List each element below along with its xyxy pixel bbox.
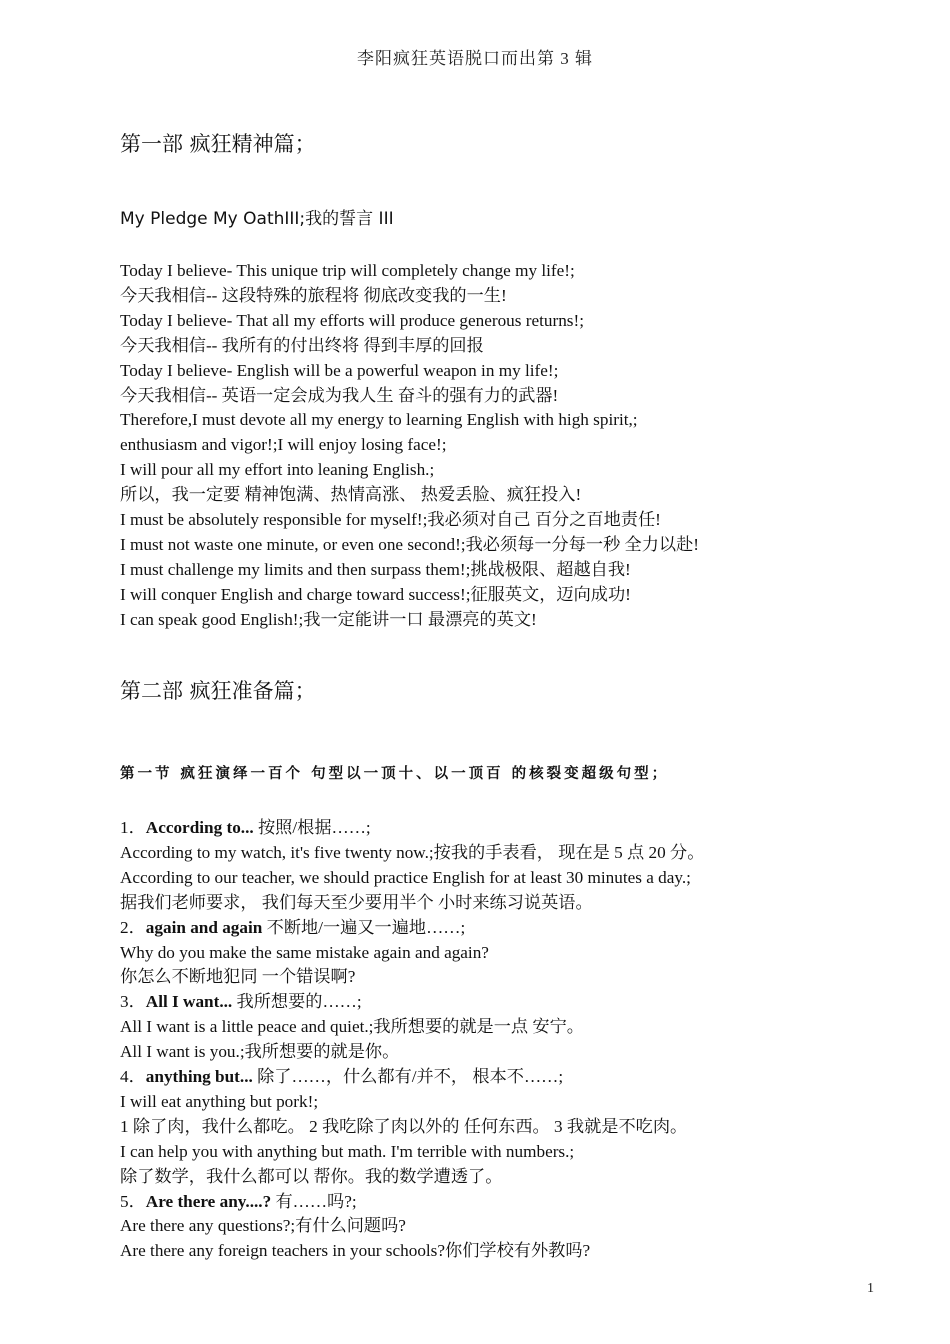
- example-sentence: 1 除了肉，我什么都吃。 2 我吃除了肉以外的 任何东西。 3 我就是不吃肉。: [120, 1116, 688, 1136]
- pattern-number: 1．: [120, 818, 146, 837]
- pattern-phrase: again and again: [145, 917, 263, 937]
- pledge-line: Today I believe- That all my efforts will produce generous returns!;: [120, 310, 584, 330]
- example-sentence: According to our teacher, we should practice English for at least 30 minutes a day.;: [120, 867, 691, 887]
- pledge-line: 所以，我一定要 精神饱满、热情高涨、 热爱丢脸、疯狂投入!: [120, 485, 582, 505]
- pattern-heading: [120, 919, 465, 936]
- pledge-line: Today I believe- This unique trip will completely change my life!;: [120, 261, 575, 280]
- pattern-heading: [120, 819, 371, 836]
- example-sentence: 你怎么不断地犯同 一个错误啊?: [120, 967, 356, 987]
- running-head: 李阳疯狂英语脱口而出第 3 辑: [357, 49, 593, 68]
- pattern-meaning: 除了……，什么都有/并不， 根本不……;: [252, 1067, 564, 1086]
- pledge-line: I will pour all my effort into leaning English.;: [120, 460, 435, 480]
- pledge-line: 今天我相信-- 英语一定会成为我人生 奋斗的强有力的武器!: [120, 385, 559, 405]
- pattern-heading: [120, 993, 362, 1010]
- example-sentence: Why do you make the same mistake again and again?: [120, 942, 489, 962]
- pattern-number: 3．: [120, 992, 146, 1012]
- pattern-phrase: anything but...: [145, 1067, 253, 1086]
- pledge-line: I must not waste one minute, or even one second!;我必须每一分每一秒 全力以赴!: [120, 534, 700, 554]
- pattern-heading: [120, 1193, 357, 1210]
- pattern-phrase: According to...: [145, 818, 254, 837]
- pledge-line: I will conquer English and charge toward success!;征服英文，迈向成功!: [120, 584, 631, 604]
- pledge-line: I can speak good English!;我一定能讲一口 最漂亮的英文!: [120, 609, 537, 629]
- example-sentence: 据我们老师要求， 我们每天至少要用半个 小时来练习说英语。: [120, 892, 593, 912]
- pattern-meaning: 我所想要的……;: [232, 992, 362, 1012]
- section-1-title: 第一节 疯狂演绎一百个 句型以一顶十、以一顶百 的核裂变超级句型；: [120, 765, 670, 782]
- pattern-number: 4．: [120, 1067, 146, 1086]
- page-number: 1: [867, 1281, 874, 1296]
- pattern-meaning: 有……吗?;: [271, 1191, 357, 1211]
- part-1-subtitle: My Pledge My OathIII;我的誓言 III: [120, 209, 394, 229]
- example-sentence: All I want is a little peace and quiet.;我所想要的就是一点 安宁。: [120, 1017, 584, 1037]
- pledge-line: 今天我相信-- 这段特殊的旅程将 彻底改变我的一生!: [120, 285, 507, 305]
- pledge-line: I must be absolutely responsible for myself!;我必须对自己 百分之百地责任!: [120, 510, 661, 529]
- pledge-line: enthusiasm and vigor!;I will enjoy losing face!;: [120, 435, 447, 455]
- pledge-line: Therefore,I must devote all my energy to learning English with high spirit,;: [120, 410, 638, 430]
- example-sentence: 除了数学，我什么都可以 帮你。我的数学遭透了。: [120, 1166, 503, 1186]
- pattern-phrase: Are there any....?: [145, 1191, 272, 1211]
- pattern-phrase: All I want...: [145, 992, 233, 1012]
- part-1-title: 第一部 疯狂精神篇；: [120, 132, 316, 156]
- pattern-number: 2．: [120, 917, 146, 937]
- part-2-title: 第二部 疯狂准备篇；: [120, 679, 316, 703]
- pledge-line: I must challenge my limits and then surpass them!;挑战极限、超越自我!: [120, 559, 631, 579]
- pattern-heading: [120, 1068, 563, 1085]
- example-sentence: According to my watch, it's five twenty now.;按我的手表看， 现在是 5 点 20 分。: [120, 842, 705, 862]
- example-sentence: I will eat anything but pork!;: [120, 1091, 319, 1111]
- pattern-number: 5．: [120, 1191, 146, 1211]
- pledge-line: Today I believe- English will be a powerful weapon in my life!;: [120, 360, 559, 380]
- example-sentence: Are there any questions?;有什么问题吗?: [120, 1216, 406, 1236]
- example-sentence: I can help you with anything but math. I'm terrible with numbers.;: [120, 1141, 575, 1161]
- pattern-meaning: 不断地/一遍又一遍地……;: [262, 917, 466, 937]
- pledge-line: 今天我相信-- 我所有的付出终将 得到丰厚的回报: [120, 335, 484, 355]
- pattern-meaning: 按照/根据……;: [253, 818, 371, 837]
- example-sentence: All I want is you.;我所想要的就是你。: [120, 1042, 400, 1062]
- example-sentence: Are there any foreign teachers in your schools?你们学校有外教吗?: [120, 1241, 591, 1261]
